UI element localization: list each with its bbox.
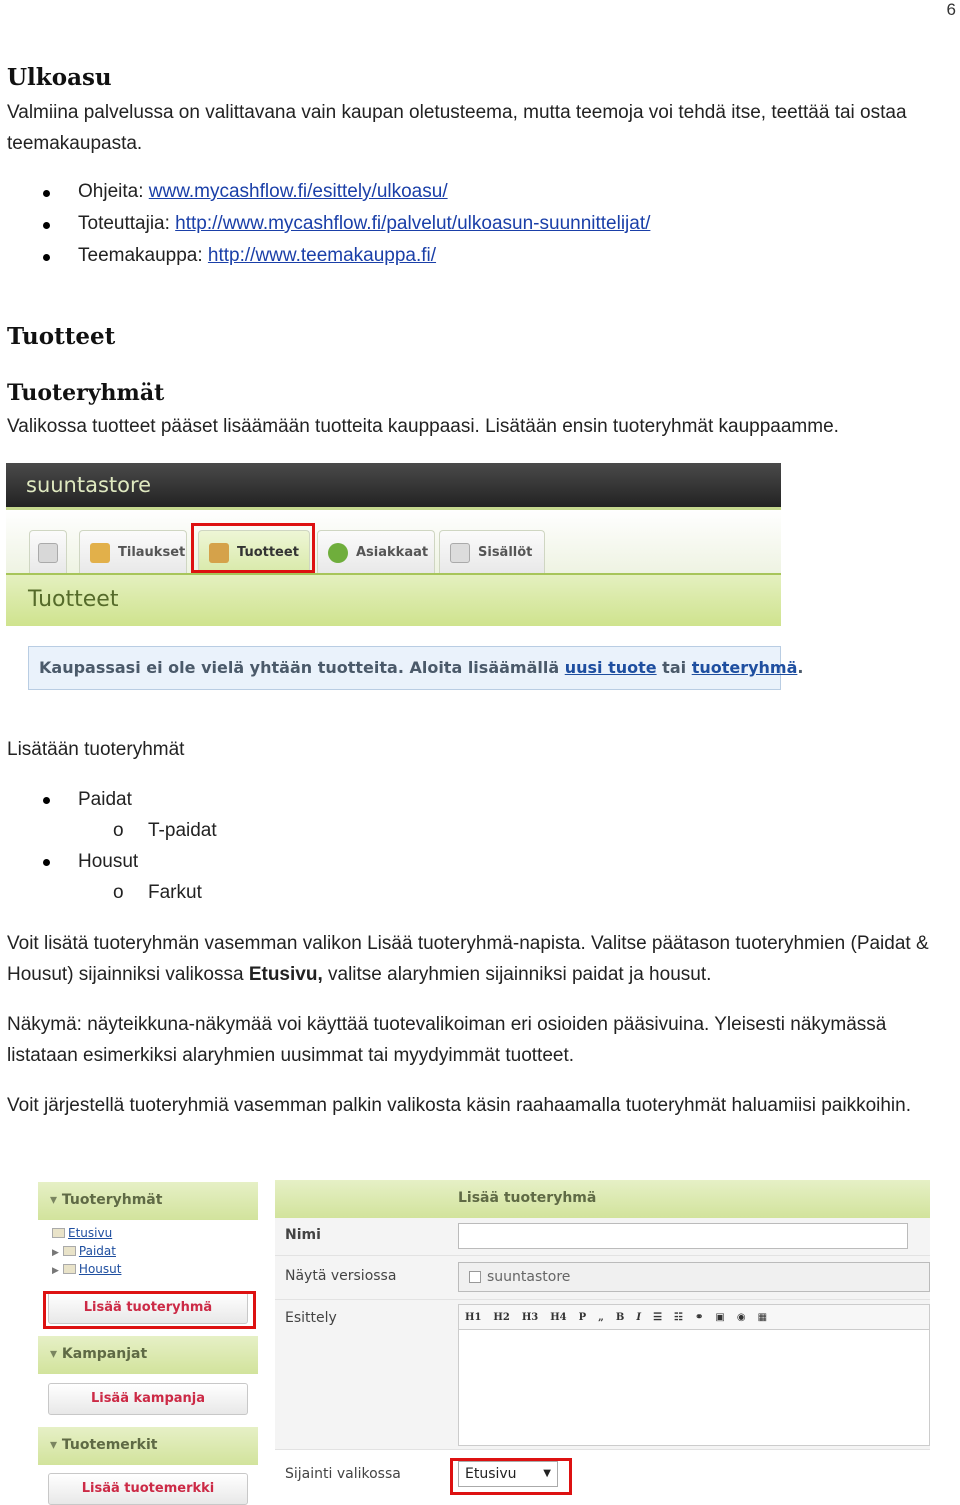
add-campaign-button[interactable]: Lisää kampanja [48, 1383, 248, 1415]
link-label: Ohjeita: [78, 181, 149, 202]
link-ohjeita[interactable]: www.mycashflow.fi/esittely/ulkoasu/ [148, 181, 448, 202]
editor-toolbar [458, 1304, 930, 1330]
paragraph-view: Näkymä: näyteikkuna-näkymää voi käyttää tuotevalikoiman eri osioiden pääsivuina. Yleisesti näkymässä listataan esimerkiksi alaryhmien uusimmat tai myydyimmät tuotteet. [7, 1014, 887, 1066]
italic-button[interactable]: I [636, 1311, 642, 1323]
row-name [275, 1218, 930, 1256]
link-label: Teemakauppa: [78, 245, 208, 266]
bold-button[interactable]: B [615, 1311, 625, 1323]
row-show [275, 1256, 930, 1300]
chevron-down-icon: ▼ [543, 1468, 551, 1479]
orders-icon [90, 543, 110, 563]
h3-button[interactable]: H3 [521, 1311, 539, 1323]
bullet-icon [43, 254, 50, 261]
version-checkbox[interactable] [469, 1271, 481, 1283]
content-icon [450, 543, 470, 563]
name-input[interactable] [458, 1223, 908, 1249]
version-option-label: suuntastore [487, 1269, 571, 1285]
folder-icon [52, 1228, 65, 1238]
location-label: Sijainti valikossa [285, 1466, 401, 1482]
group-item-tpaidat: T-paidat [148, 820, 217, 841]
tuotteet-intro: Valikossa tuotteet pääset lisäämään tuotteita kauppaasi. Lisätään ensin tuoteryhmät kauppaamme. [7, 416, 839, 437]
page-number: 6 [946, 0, 956, 19]
subsection-title-tuoteryhmat: Tuoteryhmät [7, 380, 165, 406]
group-item-paidat: Paidat [78, 789, 132, 810]
link-icon[interactable]: ⚭ [695, 1311, 704, 1323]
link-toteuttajia[interactable]: http://www.mycashflow.fi/palvelut/ulkoasun-suunnittelijat/ [175, 213, 651, 234]
location-value: Etusivu [465, 1466, 517, 1482]
store-logo: suuntastore [26, 473, 152, 497]
admin-tabs [6, 507, 781, 573]
paragraph-button[interactable]: P [578, 1311, 587, 1323]
link-item-ohjeita [78, 181, 448, 203]
tab-label: Sisällöt [478, 545, 533, 560]
screenshot-add-group [38, 1180, 930, 1502]
groups-intro: Lisätään tuoteryhmät [7, 739, 185, 760]
tree-item-etusivu[interactable] [52, 1226, 112, 1240]
h1-button[interactable]: H1 [465, 1311, 482, 1323]
bold-text: Etusivu, [248, 964, 323, 985]
bullet-icon [43, 222, 50, 229]
paragraph-add-group [7, 928, 957, 990]
notice-text: . [797, 658, 804, 677]
show-label: Näytä versiossa [285, 1268, 397, 1284]
highlight-box [450, 1458, 572, 1495]
tab-label: Asiakkaat [356, 545, 429, 560]
tab-label: Tilaukset [118, 545, 186, 560]
admin-topbar [6, 463, 781, 507]
tree-label: Housut [78, 1262, 122, 1276]
tab-sisallot[interactable] [439, 530, 545, 574]
customers-icon [328, 543, 348, 563]
home-icon [38, 543, 58, 563]
folder-icon [63, 1246, 76, 1256]
bullet-icon [43, 190, 50, 197]
preview-icon[interactable]: ◉ [736, 1311, 746, 1323]
admin-sidebar [38, 1180, 258, 1502]
tab-label: Tuotteet [237, 545, 299, 560]
bullet-icon [43, 859, 50, 866]
tree-label: Paidat [78, 1244, 116, 1258]
sub-bullet: o [113, 882, 124, 903]
show-version-field [458, 1262, 930, 1292]
products-heading: Tuotteet [28, 587, 119, 612]
bullet-list-icon[interactable]: ☰ [653, 1311, 663, 1323]
expand-icon[interactable]: ▶ [52, 1248, 59, 1258]
section-title-tuotteet: Tuotteet [7, 323, 116, 350]
paragraph-reorder: Voit järjestellä tuoteryhmiä vasemman palkin valikosta käsin raahaamalla tuoteryhmät haluamiisi paikkoihin. [7, 1095, 911, 1116]
empty-notice [28, 646, 804, 690]
h2-button[interactable]: H2 [493, 1311, 510, 1323]
section-title-ulkoasu: Ulkoasu [7, 64, 112, 91]
expand-icon[interactable]: ▶ [52, 1266, 59, 1276]
sub-bullet: o [113, 820, 124, 841]
ulkoasu-intro: Valmiina palvelussa on valittavana vain kaupan oletusteema, mutta teemoja voi tehdä itse, teettää tai ostaa teemakaupasta. [7, 102, 907, 154]
link-item-toteuttajia [78, 213, 650, 235]
bullet-icon [43, 797, 50, 804]
text: valitse alaryhmien sijainniksi paidat ja housut. [322, 964, 712, 985]
image-icon[interactable]: ▣ [715, 1311, 725, 1323]
table-icon[interactable]: ▦ [757, 1311, 768, 1323]
tree-item-paidat[interactable] [52, 1244, 116, 1258]
form-head: Lisää tuoteryhmä [275, 1180, 930, 1218]
numbered-list-icon[interactable]: ☷ [674, 1311, 683, 1323]
description-editor[interactable] [458, 1330, 930, 1446]
link-label: Toteuttajia: [78, 213, 176, 234]
tree-item-housut[interactable] [52, 1262, 121, 1276]
group-item-farkut: Farkut [148, 882, 202, 903]
new-group-link[interactable]: tuoteryhmä [691, 658, 798, 677]
desc-label: Esittely [285, 1310, 337, 1326]
group-item-housut: Housut [78, 851, 139, 872]
add-brand-button[interactable]: Lisää tuotemerkki [48, 1473, 248, 1505]
folder-icon [63, 1264, 76, 1274]
name-label: Nimi [285, 1227, 321, 1243]
sidebar-head-brands[interactable]: ▾ Tuotemerkit [38, 1427, 258, 1465]
tab-home[interactable] [29, 530, 67, 574]
new-product-link[interactable]: uusi tuote [564, 658, 657, 677]
link-item-teemakauppa [78, 245, 436, 267]
notice-text: Kaupassasi ei ole vielä yhtään tuotteita. Aloita lisäämällä [39, 658, 565, 677]
quote-icon[interactable]: „ [598, 1311, 604, 1323]
tab-tilaukset[interactable] [79, 530, 187, 574]
highlight-box [43, 1291, 256, 1329]
screenshot-admin-products [6, 463, 804, 693]
notice-text: tai [656, 658, 692, 677]
row-location [275, 1456, 930, 1502]
link-teemakauppa[interactable]: http://www.teemakauppa.fi/ [207, 245, 437, 266]
tree-label: Etusivu [68, 1226, 113, 1240]
sidebar-head-groups[interactable]: ▾ Tuoteryhmät [38, 1182, 258, 1220]
add-group-button[interactable]: Lisää tuoteryhmä [48, 1292, 248, 1324]
text: Voit lisätä tuoteryhmän vasemman valikon Lisää tuoteryhmä-napista. Valitse päätason tuoteryhmien (Paidat & Housut) sijainniksi valikossa [7, 933, 929, 985]
tab-asiakkaat[interactable] [317, 530, 435, 574]
products-header [6, 573, 781, 626]
sidebar-head-campaigns[interactable]: ▾ Kampanjat [38, 1336, 258, 1374]
h4-button[interactable]: H4 [550, 1311, 567, 1323]
add-group-form [275, 1180, 930, 1502]
highlight-box [191, 523, 315, 573]
